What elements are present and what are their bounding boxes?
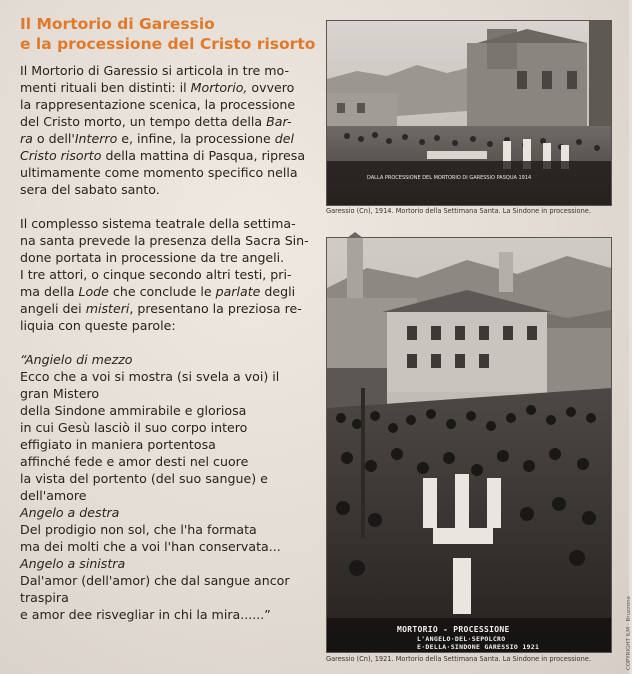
photo-1921-inscription-3: E·DELLA·SINDONE GARESSIO 1921 — [417, 643, 540, 651]
verse-line: Ecco che a voi si mostra (si svela a voi) il — [20, 369, 280, 384]
verse-speaker: “Angielo di mezzo — [20, 352, 133, 367]
photo-1914 — [326, 20, 612, 206]
text-line: la rappresentazione scenica, la processione — [20, 97, 296, 112]
verse-line: traspira — [20, 590, 69, 605]
photo-1914-inscription: DALLA PROCESSIONE DEL MORTORIO DI GARESSIO PASQUA 1914 — [367, 175, 532, 181]
verse-line: e amor dee risvegliar in chi la mira......” — [20, 607, 271, 622]
verse-line: della Sindone ammirabile e gloriosa — [20, 403, 247, 418]
text-line: sera del sabato santo. — [20, 182, 160, 197]
verse-line: ma dei molti che a voi l'han conservata... — [20, 539, 281, 554]
verse-line: Dal'amor (dell'amor) che dal sangue ancor — [20, 573, 290, 588]
verse-line: effigiato in maniera portentosa — [20, 437, 216, 452]
quoted-verse — [20, 351, 320, 623]
verse-line: affinché fede e amor desti nel cuore — [20, 454, 249, 469]
verse-speaker: Angelo a sinistra — [20, 556, 126, 571]
photo-1921-caption: Garessio (Cn), 1921. Mortorio della Settimana Santa. La Sindone in processione. — [326, 655, 591, 663]
text-line: Il complesso sistema teatrale della settima- — [20, 216, 296, 231]
text-line: ultimamente come momento specifico nella — [20, 165, 298, 180]
text-line: ma della Lode che conclude le parlate degli — [20, 284, 296, 299]
photo-1921 — [326, 237, 612, 653]
verse-line: la vista del portento (del suo sangue) e — [20, 471, 268, 486]
text-line: Cristo risorto della mattina di Pasqua, ripresa — [20, 148, 306, 163]
photo-1921-inscription-1: MORTORIO - PROCESSIONE — [397, 625, 510, 634]
text-line: menti rituali ben distinti: il Mortorio, ovvero — [20, 80, 295, 95]
photo-1914-image — [327, 21, 611, 205]
verse-line: Del prodigio non sol, che l'ha formata — [20, 522, 257, 537]
text-line: I tre attori, o cinque secondo altri testi, pri- — [20, 267, 292, 282]
title-line-2: e la processione del Cristo risorto — [20, 35, 316, 53]
panel-title — [20, 14, 320, 54]
second-paragraph — [20, 215, 320, 334]
intro-paragraph — [20, 62, 320, 198]
photo-1914-caption: Garessio (Cn), 1914. Mortorio della Settimana Santa. La Sindone in processione. — [326, 207, 591, 215]
photo-1921-image — [327, 238, 611, 652]
text-line: liquia con queste parole: — [20, 318, 176, 333]
text-line: del Cristo morto, un tempo detta della Bar- — [20, 114, 292, 129]
verse-speaker: Angelo a destra — [20, 505, 120, 520]
text-line: Il Mortorio di Garessio si articola in tre mo- — [20, 63, 290, 78]
title-line-1: Il Mortorio di Garessio — [20, 15, 215, 33]
text-line: angeli dei misteri, presentano la preziosa re- — [20, 301, 302, 316]
text-line: na santa prevede la presenza della Sacra Sin- — [20, 233, 309, 248]
text-line: ra o dell'Interro e, infine, la processione del — [20, 131, 294, 146]
verse-line: dell'amore — [20, 488, 87, 503]
text-column — [20, 62, 320, 623]
photo-1921-inscription-2: L'ANGELO·DEL·SEPOLCRO — [417, 635, 506, 643]
verse-line: gran Mistero — [20, 386, 100, 401]
verse-line: in cui Gesù lasciò il suo corpo intero — [20, 420, 248, 435]
photo-credit: COPYRIGHT ILM - Bruzzone — [626, 596, 632, 671]
text-line: done portata in processione da tre angeli. — [20, 250, 285, 265]
